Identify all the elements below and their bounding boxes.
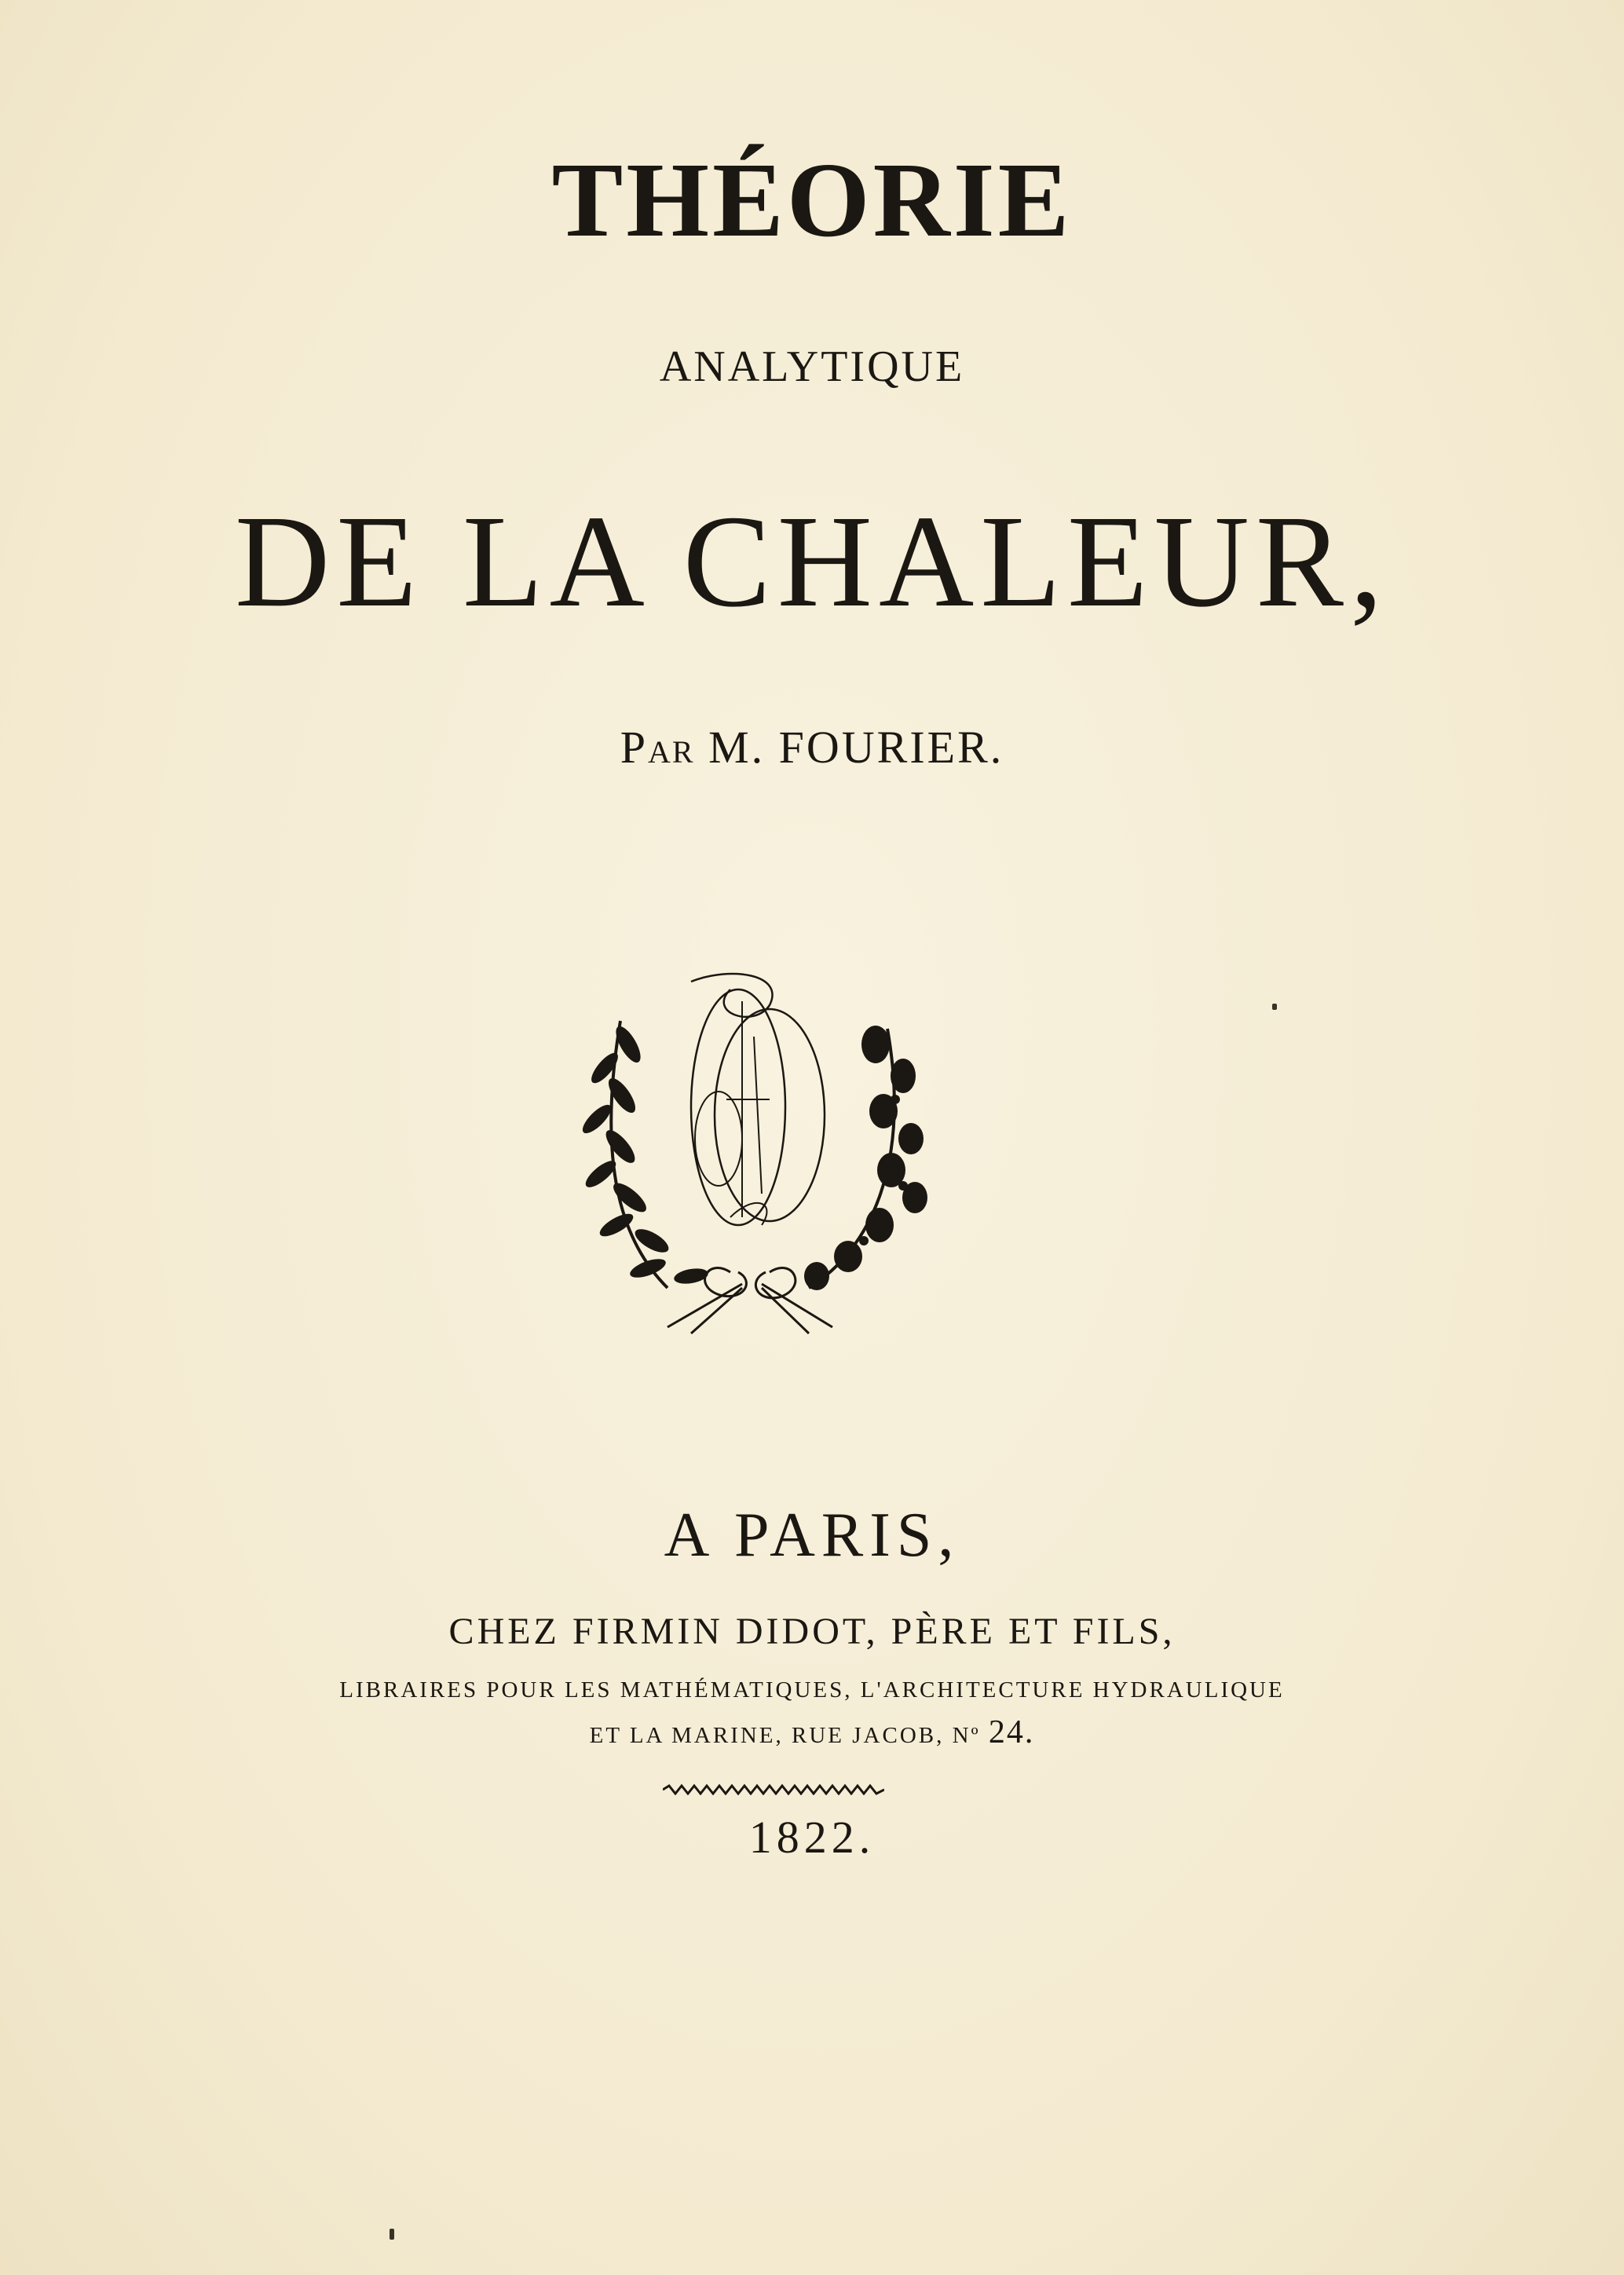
author-prefix-rest: AR: [647, 734, 695, 770]
ink-speck: [390, 2229, 394, 2240]
imprint-line-2-text: ET LA MARINE, RUE JACOB, Nº: [589, 1723, 981, 1748]
author-prefix-initial: P: [620, 722, 648, 773]
imprint-line-2: [0, 1715, 1624, 1753]
imprint-city: A PARIS,: [664, 1501, 960, 1570]
decorative-rule: [663, 1784, 884, 1795]
title-line-analytique: ANALYTIQUE: [659, 342, 965, 391]
author-name: M. FOURIER.: [708, 722, 1004, 773]
title-line-de-la-chaleur: DE LA CHALEUR,: [235, 488, 1389, 635]
author-line: [0, 718, 1624, 782]
imprint-line-1: LIBRAIRES POUR LES MATHÉMATIQUES, L'ARCHITECTURE HYDRAULIQUE: [339, 1677, 1285, 1703]
ink-speck: [1272, 1004, 1277, 1010]
publication-year: 1822.: [748, 1812, 876, 1863]
title-line-theorie: THÉORIE: [551, 141, 1073, 259]
imprint-publisher: CHEZ FIRMIN DIDOT, PÈRE ET FILS,: [448, 1611, 1176, 1652]
imprint-line-2-number: 24.: [988, 1714, 1035, 1750]
laurel-wreath-monogram-icon: [573, 958, 982, 1335]
